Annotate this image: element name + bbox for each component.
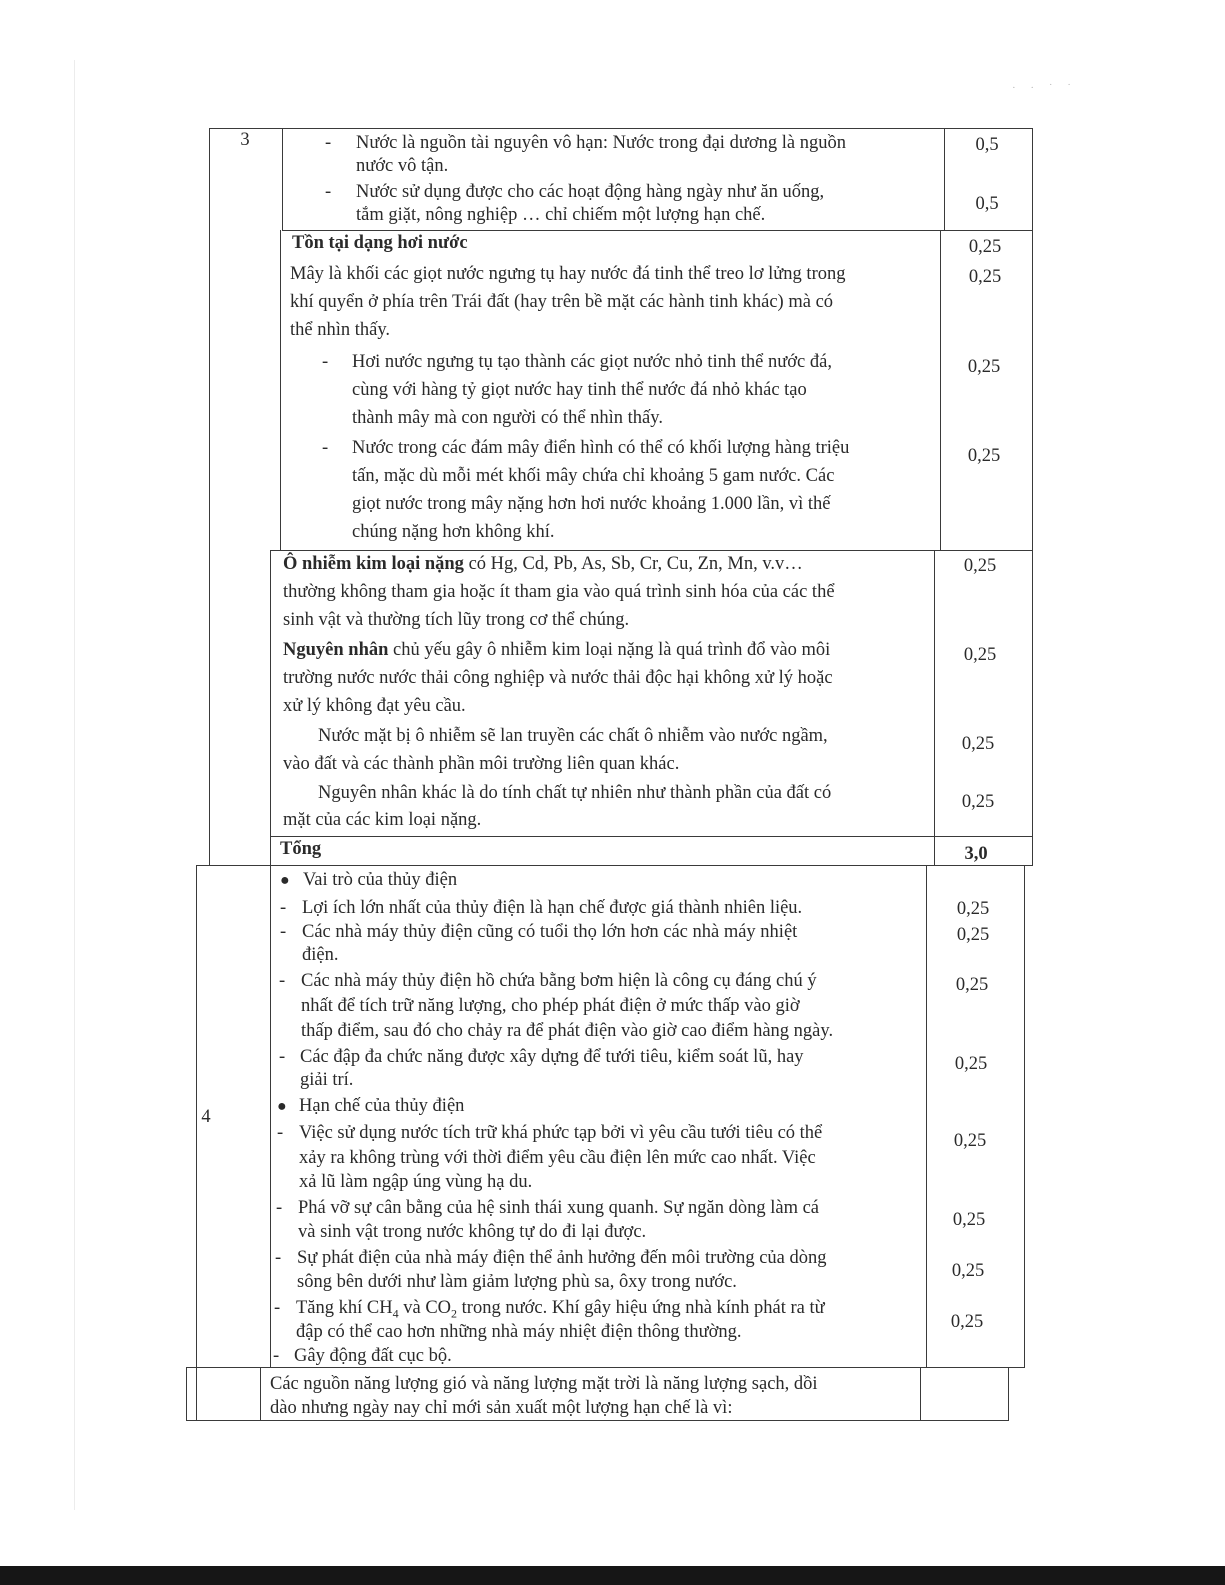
score: 0,25 [967, 357, 1001, 377]
answer-text: thấp điểm, sau đó cho chảy ra để phát điện vào giờ cao điểm hàng ngày. [301, 1021, 834, 1041]
dash-marker: - [325, 182, 332, 202]
table-border-left [196, 865, 197, 1421]
answer-text: Các nhà máy thủy điện hồ chứa bằng bơm hiện là công cụ đáng chú ý [301, 971, 817, 991]
dash-marker: - [322, 352, 329, 372]
scan-bottom-band [0, 1566, 1225, 1585]
answer-text: và sinh vật trong nước không tự do đi lại được. [298, 1222, 647, 1242]
score: 0,25 [968, 267, 1002, 287]
section-heading: Hạn chế của thủy điện [299, 1096, 465, 1116]
text-part: trong nước. Khí gây hiệu ứng nhà kính phát ra từ [457, 1298, 825, 1318]
dash-marker: - [273, 1346, 280, 1366]
answer-text: xảy ra không trùng với thời điểm yêu cầu điện lên mức cao nhất. Việc [299, 1148, 816, 1168]
answer-text: tắm giặt, nông nghiệp … chỉ chiếm một lượng hạn chế. [356, 205, 766, 225]
answer-text: Lợi ích lớn nhất của thủy điện là hạn chế được giá thành nhiên liệu. [302, 898, 803, 918]
column-divider [920, 1367, 921, 1421]
answer-text: Gây động đất cục bộ. [294, 1346, 452, 1366]
score: 0,25 [967, 446, 1001, 466]
answer-text: giọt nước trong mây nặng hơn hơi nước khoảng 1.000 lần, vì thế [352, 494, 831, 514]
dash-marker: - [280, 922, 287, 942]
table-border-top [209, 128, 1033, 129]
row-divider [196, 865, 1032, 866]
table-border-left [209, 128, 210, 866]
score: 0,25 [968, 237, 1002, 257]
subscript: 2 [451, 1306, 458, 1321]
answer-text: điện. [302, 945, 339, 965]
answer-text: Hơi nước ngưng tụ tạo thành các giọt nước nhỏ tinh thể nước đá, [352, 352, 832, 372]
table-border-right [1024, 865, 1025, 1368]
total-label: Tổng [280, 839, 322, 859]
score: 0,5 [975, 135, 999, 155]
bold-term: Nguyên nhân [283, 640, 389, 660]
answer-text: chúng nặng hơn không khí. [352, 522, 555, 542]
answer-text: Phá vỡ sự cân bằng của hệ sinh thái xung quanh. Sự ngăn dòng làm cá [298, 1198, 820, 1218]
score: 0,25 [955, 975, 989, 995]
answer-text: Các nhà máy thủy điện cũng có tuổi thọ lớn hơn các nhà máy nhiệt [302, 922, 798, 942]
dash-marker: - [279, 971, 286, 991]
total-score: 3,0 [964, 844, 988, 864]
answer-text [283, 552, 803, 577]
dash-marker: - [277, 1123, 284, 1143]
column-divider [280, 230, 281, 550]
table-border-right [1032, 128, 1033, 866]
answer-text: khí quyển ở phía trên Trái đất (hay trên bề mặt các hành tinh khác) mà có [290, 292, 834, 312]
answer-text: cùng với hàng tỷ giọt nước hay tinh thể nước đá nhỏ khác tạo [352, 380, 807, 400]
dash-marker: - [274, 1298, 281, 1318]
score: 0,25 [954, 1054, 988, 1074]
answer-text [283, 638, 830, 663]
bold-term: Ô nhiễm kim loại nặng [283, 554, 464, 574]
bullet-marker: ● [280, 872, 290, 889]
answer-text: nhất để tích trữ năng lượng, cho phép phát điện ở mức thấp vào giờ [301, 996, 800, 1016]
answer-text: sông bên dưới như làm giảm lượng phù sa, ôxy trong nước. [297, 1272, 737, 1292]
score: 0,25 [963, 556, 997, 576]
dash-marker: - [325, 133, 332, 153]
column-divider [926, 865, 927, 1368]
answer-text: Các đập đa chức năng được xây dựng để tưới tiêu, kiểm soát lũ, hay [300, 1047, 804, 1067]
answer-text: mặt của các kim loại nặng. [283, 810, 482, 830]
row-divider [270, 836, 1032, 837]
text-part: Tăng khí CH [296, 1298, 393, 1318]
question-number: 4 [201, 1107, 211, 1127]
answer-text [296, 1296, 825, 1321]
dash-marker: - [279, 1047, 286, 1067]
column-divider [934, 550, 935, 866]
answer-text: sinh vật và thường tích lũy trong cơ thể chúng. [283, 610, 630, 630]
answer-text: xả lũ làm ngập úng vùng hạ du. [299, 1172, 533, 1192]
column-divider [270, 865, 271, 1368]
answer-text: Nguyên nhân khác là do tính chất tự nhiên như thành phần của đất có [318, 783, 832, 803]
column-divider [260, 1367, 261, 1421]
column-divider [270, 550, 271, 866]
dash-marker: - [280, 898, 287, 918]
answer-text-tail: chủ yếu gây ô nhiễm kim loại nặng là quá trình đổ vào môi [388, 640, 831, 660]
answer-text: Mây là khối các giọt nước ngưng tụ hay nước đá tinh thể treo lơ lửng trong [290, 264, 846, 284]
table-border-right [1008, 1367, 1009, 1421]
answer-text: thành mây mà con người có thể nhìn thấy. [352, 408, 663, 428]
score: 0,25 [961, 792, 995, 812]
scan-edge [74, 60, 75, 1510]
score: 0,25 [951, 1261, 985, 1281]
score: 0,25 [956, 899, 990, 919]
answer-text: trường nước nước thải công nghiệp và nước thải độc hại không xử lý hoặc [283, 668, 833, 688]
dash-marker: - [275, 1248, 282, 1268]
dash-marker: - [322, 438, 329, 458]
text-part: và CO [398, 1298, 452, 1318]
table-border-left [186, 1367, 187, 1421]
answer-text: tấn, mặc dù mỗi mét khối mây chứa chỉ khoảng 5 gam nước. Các [352, 466, 835, 486]
row-divider [270, 550, 1032, 551]
answer-text: Nước sử dụng được cho các hoạt động hàng ngày như ăn uống, [356, 182, 825, 202]
column-divider [944, 128, 945, 230]
dash-marker: - [276, 1198, 283, 1218]
score: 0,25 [950, 1312, 984, 1332]
score: 0,25 [956, 925, 990, 945]
score: 0,25 [963, 645, 997, 665]
answer-text-tail: có Hg, Cd, Pb, As, Sb, Cr, Cu, Zn, Mn, v.v… [463, 554, 803, 574]
answer-text: Nước trong các đám mây điển hình có thể có khối lượng hàng triệu [352, 438, 850, 458]
scan-marks: · · ˙ ˙ [1012, 82, 1077, 94]
section-heading: Tồn tại dạng hơi nước [292, 233, 468, 253]
score: 0,25 [953, 1131, 987, 1151]
answer-text: xử lý không đạt yêu cầu. [283, 696, 466, 716]
score: 0,5 [975, 194, 999, 214]
answer-text: vào đất và các thành phần môi trường liên quan khác. [283, 754, 680, 774]
answer-text: Các nguồn năng lượng gió và năng lượng mặt trời là năng lượng sạch, dồi [270, 1374, 818, 1394]
question-number: 3 [240, 130, 250, 150]
answer-text: Nước mặt bị ô nhiễm sẽ lan truyền các chất ô nhiễm vào nước ngầm, [318, 726, 828, 746]
score: 0,25 [952, 1210, 986, 1230]
column-divider [282, 128, 283, 230]
answer-text: Nước là nguồn tài nguyên vô hạn: Nước trong đại dương là nguồn [356, 133, 846, 153]
column-divider [940, 230, 941, 550]
answer-text: đập có thể cao hơn những nhà máy nhiệt điện thông thường. [296, 1322, 742, 1342]
bullet-marker: ● [277, 1098, 287, 1115]
answer-text: thường không tham gia hoặc ít tham gia vào quá trình sinh hóa của các thể [283, 582, 835, 602]
answer-text: giải trí. [300, 1070, 354, 1090]
answer-text: Sự phát điện của nhà máy điện thể ảnh hưởng đến môi trường của dòng [297, 1248, 827, 1268]
score: 0,25 [961, 734, 995, 754]
answer-text: thể nhìn thấy. [290, 320, 391, 340]
answer-text: nước vô tận. [356, 156, 449, 176]
answer-text: dào nhưng ngày nay chỉ mới sản xuất một lượng hạn chế là vì: [270, 1398, 733, 1418]
subscript: 4 [392, 1306, 399, 1321]
section-heading: Vai trò của thủy điện [303, 870, 458, 890]
answer-text: Việc sử dụng nước tích trữ khá phức tạp bởi vì yêu cầu tưới tiêu có thể [299, 1123, 823, 1143]
